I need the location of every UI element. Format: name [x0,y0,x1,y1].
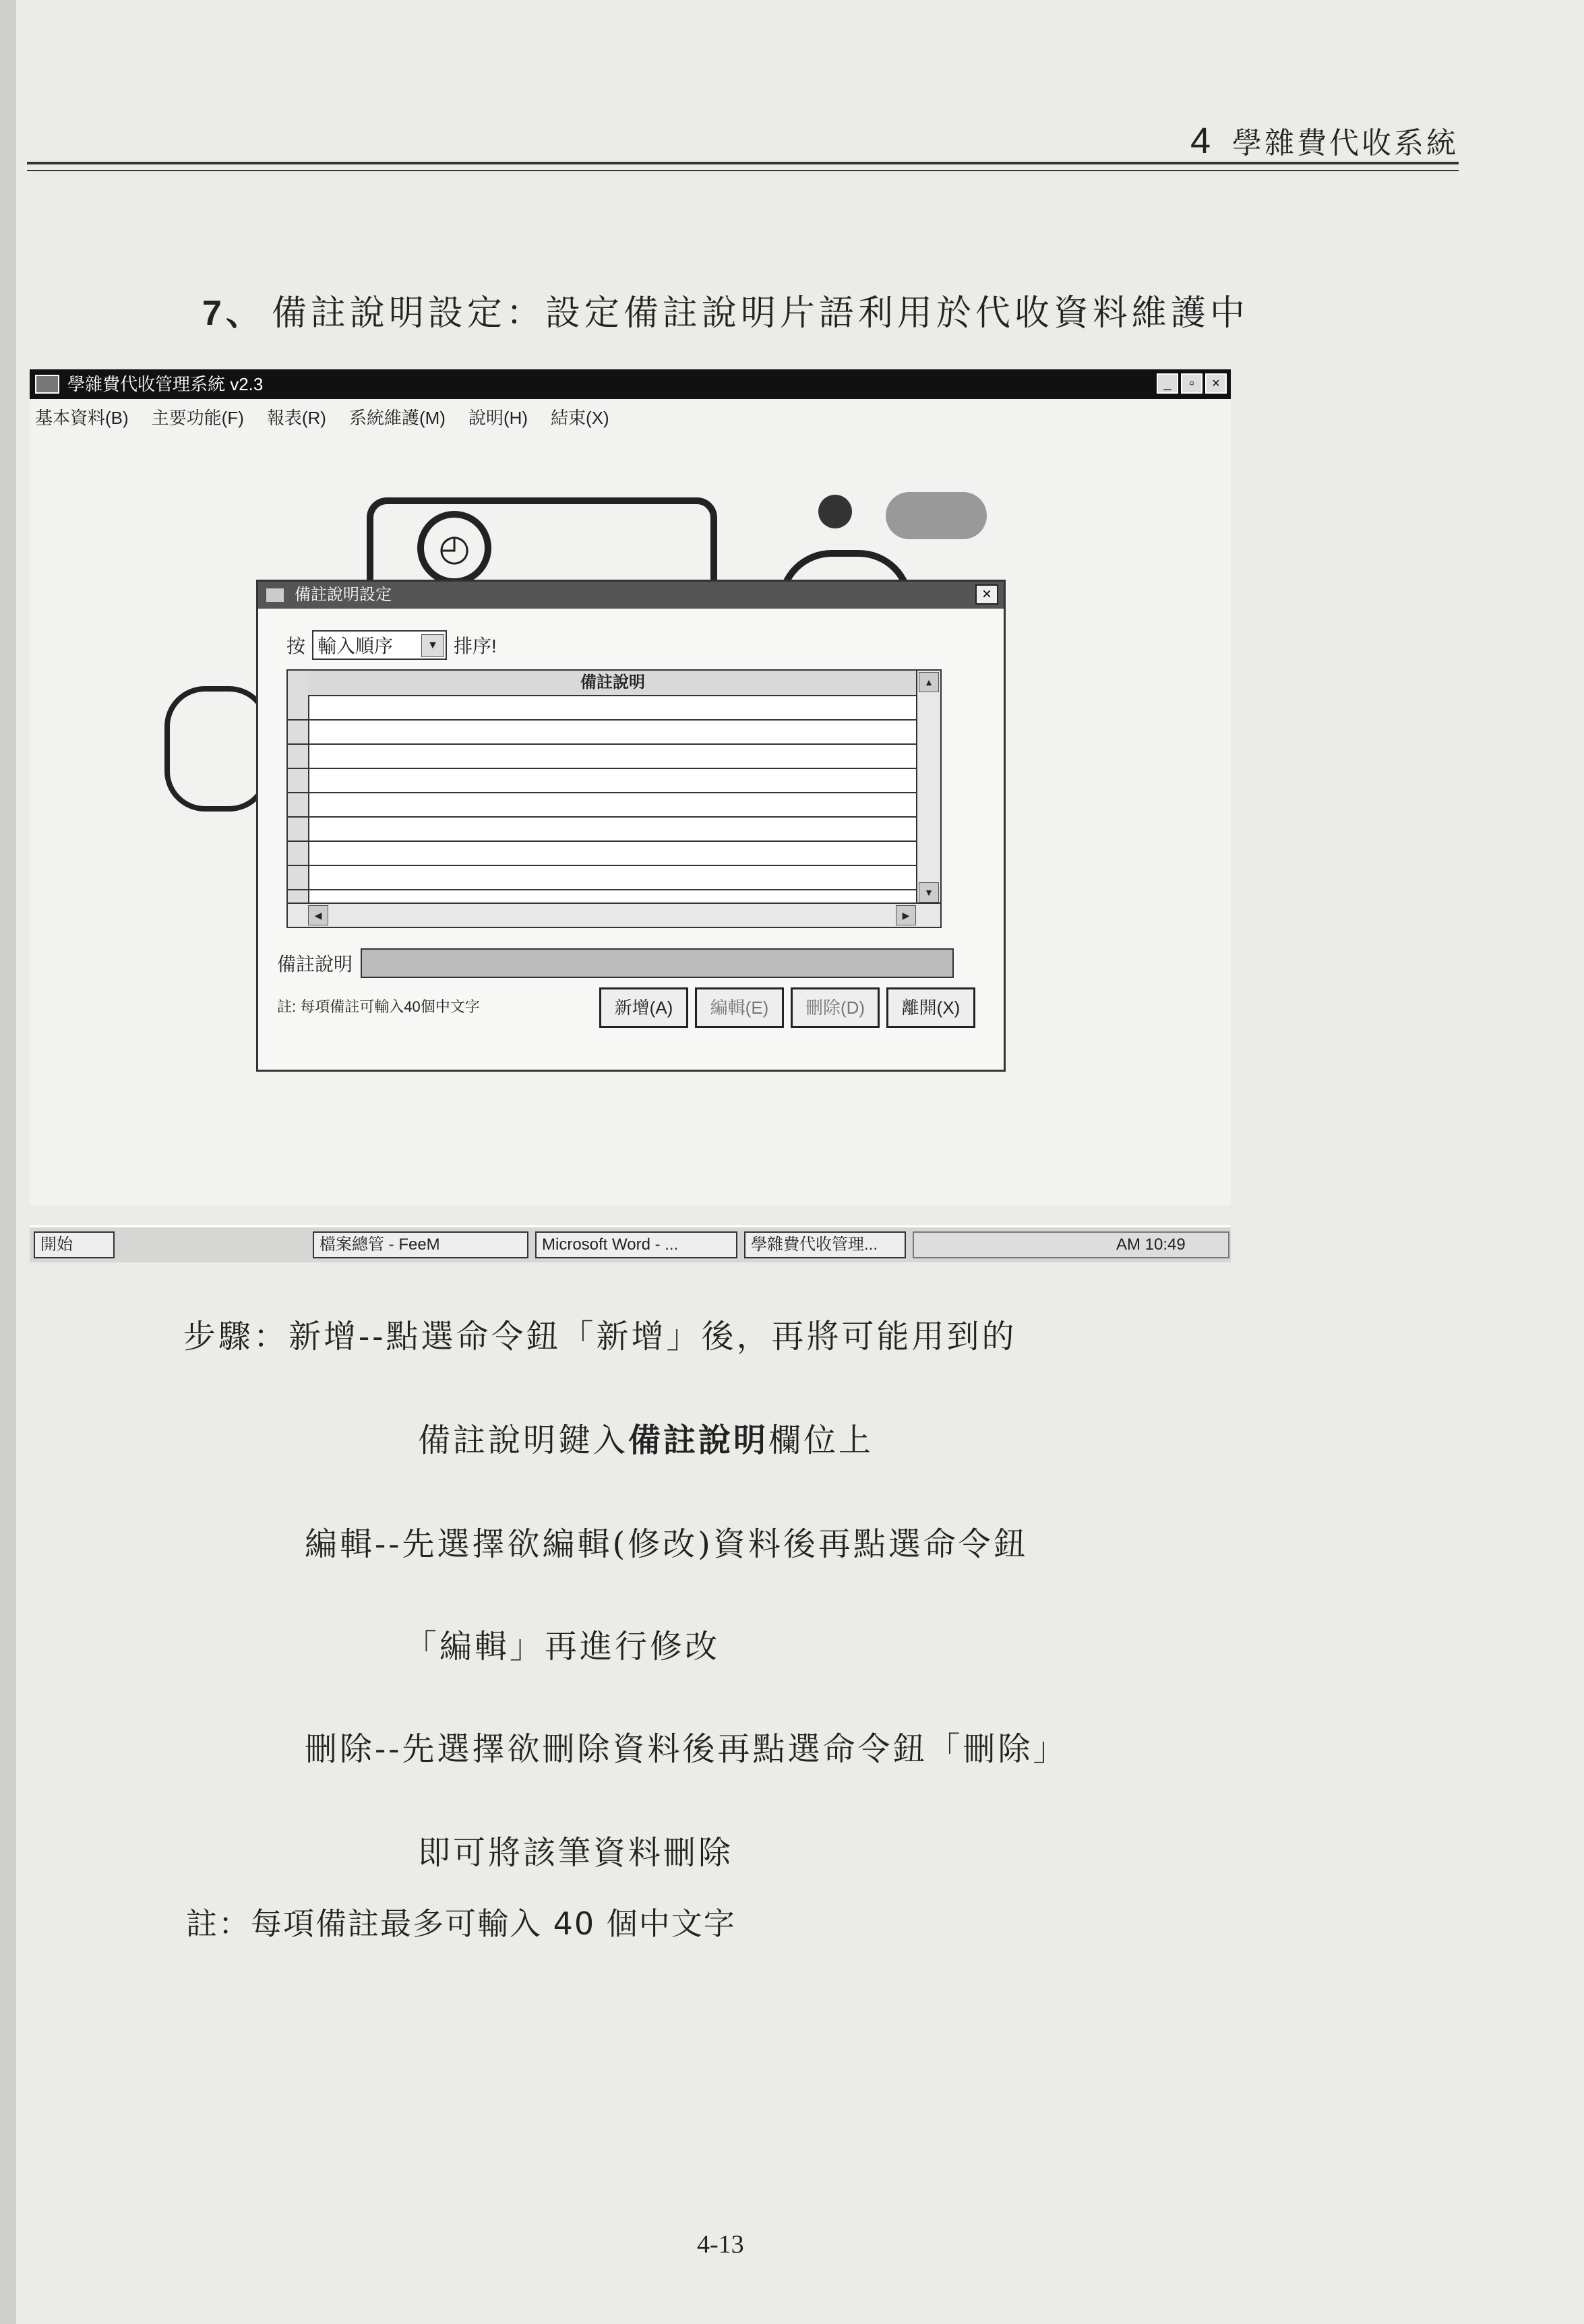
section-title-text: 備註說明設定：設定備註說明片語利用於代收資料維護中 [271,293,1249,334]
steps-add-line2-bold: 備註說明 [628,1421,769,1459]
remark-input[interactable] [361,948,954,978]
sort-order-value: 輸入順序 [317,636,394,656]
window-buttons [1157,373,1227,394]
page-number: 4-13 [697,2230,744,2259]
sort-prefix-label: 按 [286,636,306,656]
close-button[interactable]: × [1205,373,1227,394]
screenshot [30,369,1231,1254]
chapter-header [1190,119,1459,162]
vertical-scrollbar[interactable] [916,671,940,904]
grid-row-line [288,840,917,842]
section-title [202,284,1249,335]
minimize-button[interactable]: _ [1157,373,1178,394]
steps-add-line2 [418,1414,874,1461]
dialog-note: 註: 每項備註可輸入40個中文字 [277,998,480,1015]
delete-button[interactable]: 刪除(D) [791,987,880,1028]
steps-label: 步驟： [183,1318,289,1355]
dialog-buttons [599,987,975,1028]
header-rule-thick [27,162,1459,164]
section-number: 7、 [202,294,265,333]
menu-help[interactable]: 說明(H) [468,408,528,428]
scroll-right-icon[interactable]: ▶ [896,905,916,925]
chevron-down-icon[interactable]: ▼ [421,634,444,657]
wallpaper-cloud-outline [164,686,270,812]
app-title-bar [30,369,1231,399]
taskbar [30,1225,1231,1262]
horizontal-scrollbar[interactable] [288,903,940,927]
menu-reports[interactable]: 報表(R) [266,408,326,428]
grid-row-line [288,743,917,745]
grid-column-header: 備註說明 [308,671,917,696]
footer-note: 註：每項備註最多可輸入 40 個中文字 [186,1905,736,1942]
steps-add-line1 [183,1310,1016,1357]
system-tray [913,1231,1229,1258]
app-title: 學雜費代收管理系統 v2.3 [67,374,264,394]
taskbar-clock: AM 10:49 [1116,1235,1186,1254]
wallpaper-sun-icon [818,495,852,528]
grid-row-line [288,889,917,890]
sort-suffix-label: 排序! [454,636,497,656]
grid-row-line [288,865,917,866]
scroll-down-icon[interactable]: ▼ [919,882,939,903]
remark-settings-dialog [256,580,1006,1072]
grid-row-header [288,671,309,904]
grid-row-line [288,719,917,721]
chapter-title: 學雜費代收系統 [1232,126,1459,160]
menu-bar [35,404,609,429]
chapter-number: 4 [1190,121,1213,161]
grid-row-line [288,768,917,769]
remark-grid[interactable] [286,669,942,928]
page-edge [0,0,16,2324]
wallpaper-cloud-icon [886,492,987,539]
menu-system-maintenance[interactable]: 系統維護(M) [348,408,446,428]
scroll-left-icon[interactable]: ◀ [308,905,328,925]
steps-delete-line1: 刪除--先選擇欲刪除資料後再點選命令鈕「刪除」 [305,1730,1068,1768]
dialog-close-button[interactable]: × [975,584,998,605]
grid-row-line [288,792,917,793]
add-button[interactable]: 新增(A) [599,987,688,1028]
app-icon [35,375,59,394]
steps-edit-line1: 編輯--先選擇欲編輯(修改)資料後再點選命令鈕 [305,1525,1029,1563]
steps-delete-line2: 即可將該筆資料刪除 [418,1834,734,1872]
taskbar-item-fee-system[interactable]: 學雜費代收管理... [744,1231,906,1258]
grid-row-line [288,816,917,818]
menu-exit[interactable]: 結束(X) [551,408,609,428]
dialog-icon [266,588,284,602]
dialog-title: 備註說明設定 [295,586,392,604]
maximize-button[interactable]: ▫ [1181,373,1202,394]
steps-add-text: 新增--點選命令鈕「新增」後，再將可能用到的 [288,1318,1017,1355]
remark-input-row [277,948,954,978]
start-button[interactable]: 開始 [34,1231,115,1258]
taskbar-item-word[interactable]: Microsoft Word - ... [535,1231,737,1258]
sort-row [286,630,497,660]
wallpaper-clock-icon: ◴ [417,511,491,585]
leave-button[interactable]: 離開(X) [886,987,975,1028]
sort-order-select[interactable] [312,630,447,660]
taskbar-item-file-manager[interactable]: 檔案總管 - FeeM [313,1231,528,1258]
scroll-up-icon[interactable]: ▲ [919,672,939,692]
steps-add-line2-post: 欄位上 [768,1421,874,1459]
steps-add-line2-pre: 備註說明鍵入 [418,1421,629,1459]
menu-main-functions[interactable]: 主要功能(F) [151,408,244,428]
menu-basic-data[interactable]: 基本資料(B) [35,408,129,428]
dialog-title-bar [258,582,1004,609]
steps-edit-line2: 「編輯」再進行修改 [404,1628,721,1665]
header-rule-thin [27,170,1459,171]
edit-button[interactable]: 編輯(E) [695,987,784,1028]
remark-label: 備註說明 [277,954,353,975]
